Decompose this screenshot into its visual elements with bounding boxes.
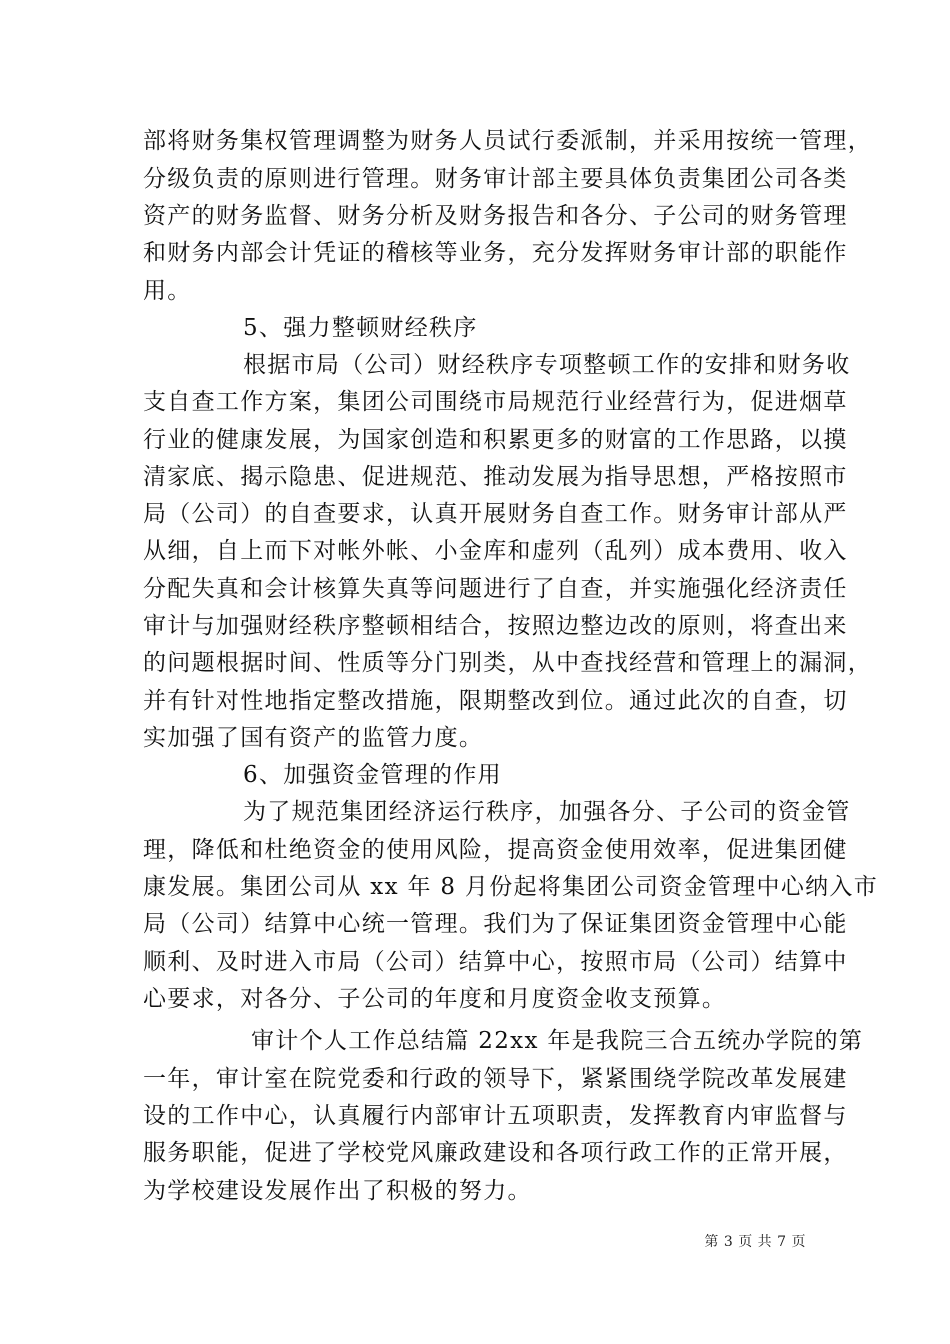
text-line: 审计与加强财经秩序整顿相结合，按照边整边改的原则，将查出来 bbox=[143, 613, 848, 639]
text-line: 设的工作中心，认真履行内部审计五项职责，发挥教育内审监督与 bbox=[143, 1103, 848, 1129]
page-number: 第 3 页 共 7 页 bbox=[704, 1234, 806, 1250]
text-line: 服务职能，促进了学校党风廉政建设和各项行政工作的正常开展， bbox=[143, 1140, 848, 1166]
text-line: 分配失真和会计核算失真等问题进行了自查，并实施强化经济责任 bbox=[143, 576, 848, 602]
text-line: 支自查工作方案，集团公司围绕市局规范行业经营行为，促进烟草 bbox=[143, 389, 848, 415]
section-heading: 5、强力整顿财经秩序 bbox=[243, 315, 478, 341]
text-line: 局（公司）结算中心统一管理。我们为了保证集团资金管理中心能 bbox=[143, 911, 848, 937]
text-line: 并有针对性地指定整改措施，限期整改到位。通过此次的自查，切 bbox=[143, 688, 848, 714]
section-heading: 6、加强资金管理的作用 bbox=[243, 762, 502, 788]
text-line: 顺利、及时进入市局（公司）结算中心，按照市局（公司）结算中 bbox=[143, 949, 848, 975]
text-line: 和财务内部会计凭证的稽核等业务，充分发挥财务审计部的职能作 bbox=[143, 240, 848, 266]
text-line: 的问题根据时间、性质等分门别类，从中查找经营和管理上的漏洞， bbox=[143, 650, 872, 676]
text-line: 局（公司）的自查要求，认真开展财务自查工作。财务审计部从严 bbox=[143, 501, 848, 527]
text-line: 为学校建设发展作出了积极的努力。 bbox=[143, 1178, 532, 1204]
text-line: 清家底、揭示隐患、促进规范、推动发展为指导思想，严格按照市 bbox=[143, 464, 848, 490]
text-line: 从细，自上而下对帐外帐、小金库和虚列（乱列）成本费用、收入 bbox=[143, 538, 848, 564]
text-line: 行业的健康发展，为国家创造和积累更多的财富的工作思路，以摸 bbox=[143, 427, 848, 453]
text-line: 审计个人工作总结篇 22xx 年是我院三合五统办学院的第 bbox=[251, 1028, 864, 1054]
text-line: 资产的财务监督、财务分析及财务报告和各分、子公司的财务管理 bbox=[143, 203, 848, 229]
text-line: 根据市局（公司）财经秩序专项整顿工作的安排和财务收 bbox=[243, 352, 851, 378]
text-line: 理，降低和杜绝资金的使用风险，提高资金使用效率，促进集团健 bbox=[143, 837, 848, 863]
text-line: 康发展。集团公司从 xx 年 8 月份起将集团公司资金管理中心纳入市 bbox=[143, 874, 879, 900]
text-line: 部将财务集权管理调整为财务人员试行委派制，并采用按统一管理， bbox=[143, 128, 872, 154]
text-line: 用。 bbox=[143, 278, 192, 304]
text-line: 为了规范集团经济运行秩序，加强各分、子公司的资金管 bbox=[243, 799, 851, 825]
text-line: 实加强了国有资产的监管力度。 bbox=[143, 725, 484, 751]
text-line: 一年，审计室在院党委和行政的领导下，紧紧围绕学院改革发展建 bbox=[143, 1066, 848, 1092]
text-line: 分级负责的原则进行管理。财务审计部主要具体负责集团公司各类 bbox=[143, 166, 848, 192]
text-line: 心要求，对各分、子公司的年度和月度资金收支预算。 bbox=[143, 986, 727, 1012]
